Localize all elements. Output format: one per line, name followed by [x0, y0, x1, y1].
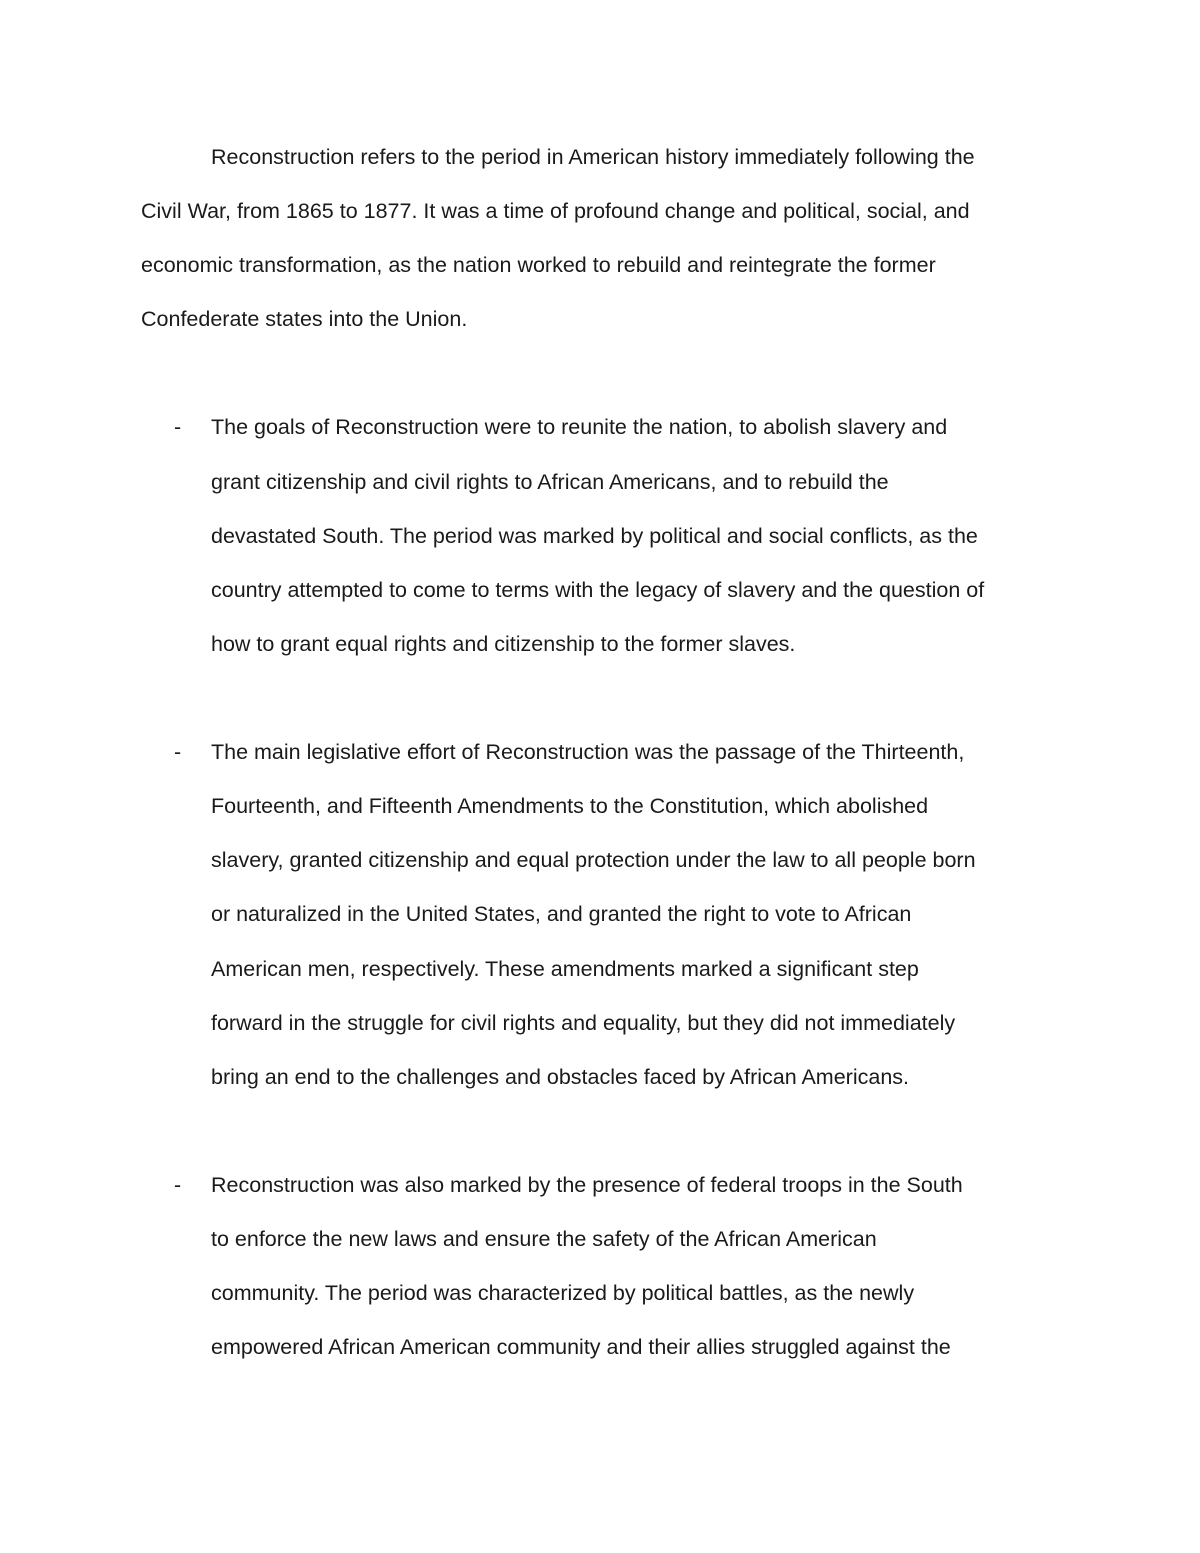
bullet-line: how to grant equal rights and citizenship to the former slaves.	[211, 632, 796, 656]
intro-line: economic transformation, as the nation worked to rebuild and reintegrate the former	[141, 253, 936, 277]
bullet-line: American men, respectively. These amendments marked a significant step	[211, 957, 919, 981]
intro-line: Confederate states into the Union.	[141, 307, 468, 331]
bullet-line: slavery, granted citizenship and equal protection under the law to all people born	[211, 848, 976, 872]
bullet-line: The main legislative effort of Reconstruction was the passage of the Thirteenth,	[211, 740, 965, 764]
bullet-line: to enforce the new laws and ensure the safety of the African American	[211, 1227, 877, 1251]
bullet-line: devastated South. The period was marked by political and social conflicts, as the	[211, 524, 978, 548]
intro-line: Reconstruction refers to the period in American history immediately following the	[211, 145, 975, 169]
bullet-line: grant citizenship and civil rights to African Americans, and to rebuild the	[211, 470, 889, 494]
bullet-line: Reconstruction was also marked by the presence of federal troops in the South	[211, 1173, 963, 1197]
bullet-line: forward in the struggle for civil rights and equality, but they did not immediately	[211, 1011, 956, 1035]
bullet-line: community. The period was characterized by political battles, as the newly	[211, 1281, 915, 1305]
bullet-line: The goals of Reconstruction were to reunite the nation, to abolish slavery and	[211, 415, 948, 439]
bullet-marker: -	[174, 1173, 182, 1197]
bullet-line: empowered African American community and their allies struggled against the	[211, 1335, 951, 1359]
bullet-line: country attempted to come to terms with the legacy of slavery and the question of	[211, 578, 985, 602]
bullet-marker: -	[174, 415, 182, 439]
bullet-line: Fourteenth, and Fifteenth Amendments to the Constitution, which abolished	[211, 794, 929, 818]
intro-line: Civil War, from 1865 to 1877. It was a time of profound change and political, social, and	[141, 199, 970, 223]
bullet-line: bring an end to the challenges and obstacles faced by African Americans.	[211, 1065, 909, 1089]
bullet-line: or naturalized in the United States, and granted the right to vote to African	[211, 902, 912, 926]
bullet-marker: -	[174, 740, 182, 764]
